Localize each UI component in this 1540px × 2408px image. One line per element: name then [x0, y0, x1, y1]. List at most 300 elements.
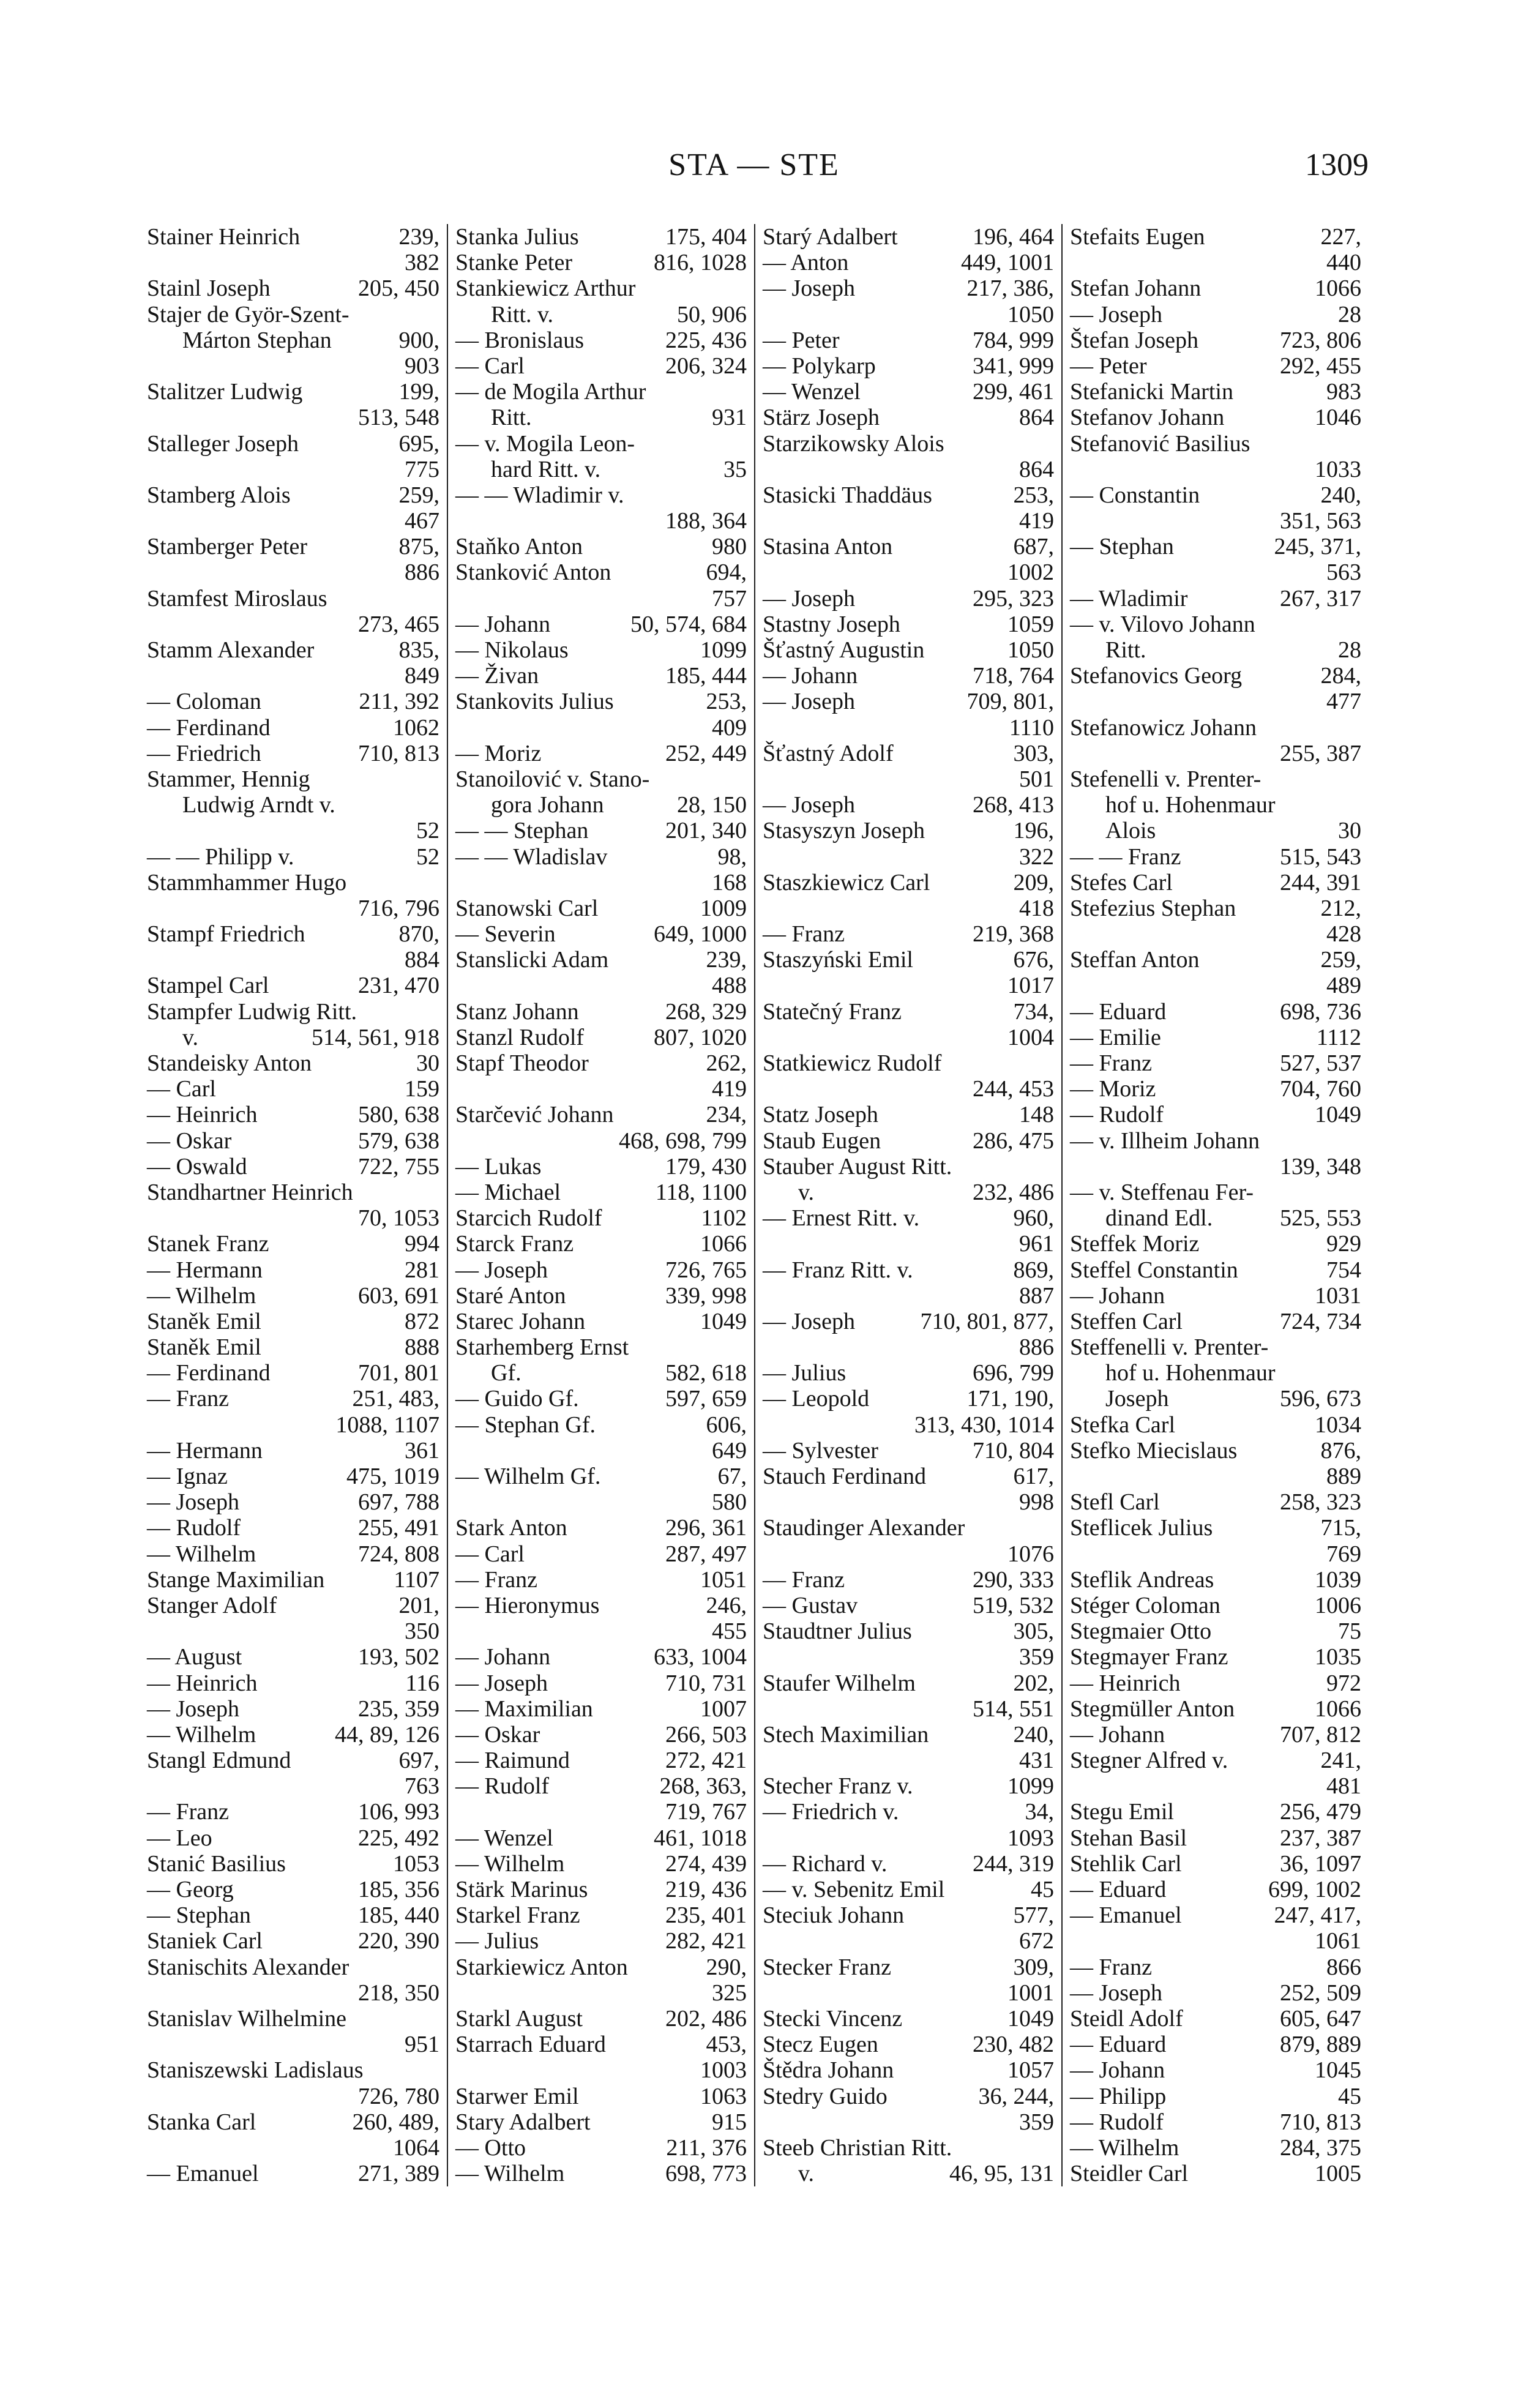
entry-name: Stanka Carl: [147, 2109, 256, 2135]
entry-name: Stasyszyn Joseph: [763, 818, 925, 844]
index-line: [1070, 1025, 1361, 1050]
entry-pages: 1033: [1315, 456, 1361, 482]
entry-pages: 884: [405, 947, 439, 973]
entry-pages: 1102: [701, 1205, 747, 1232]
entry-name: Ritt.: [1105, 637, 1146, 663]
index-line: [147, 1076, 439, 1102]
entry-pages: 723, 806: [1280, 327, 1361, 353]
index-line: [147, 1257, 439, 1283]
entry-name: — Carl: [455, 353, 525, 379]
entry-pages: 258, 323: [1280, 1489, 1361, 1516]
entry-name: — Otto: [455, 2134, 526, 2161]
index-line: [763, 1231, 1054, 1257]
entry-name: — Emanuel: [147, 2161, 259, 2187]
entry-name: Starý Adalbert: [763, 224, 898, 250]
entry-pages: 1006: [1315, 1592, 1361, 1618]
entry-pages: 179, 430: [665, 1153, 747, 1180]
entry-name: — Emanuel: [1070, 1902, 1182, 1929]
entry-pages: 864: [1019, 456, 1054, 482]
entry-name: — v. Mogila Leon-: [455, 430, 635, 457]
index-line: [455, 275, 747, 301]
entry-name: — Coloman: [147, 689, 261, 715]
index-line: [763, 508, 1054, 534]
index-line: [763, 482, 1054, 508]
entry-pages: 1046: [1315, 405, 1361, 431]
entry-pages: 696, 799: [973, 1360, 1054, 1386]
entry-pages: 305,: [1013, 1618, 1054, 1645]
index-line: [763, 1309, 1054, 1334]
index-line: [455, 1696, 747, 1722]
entry-pages: 710, 813: [1280, 2109, 1361, 2135]
entry-pages: 980: [712, 534, 747, 560]
index-line: [1070, 457, 1361, 482]
index-line: [1070, 1644, 1361, 1670]
index-line: [763, 302, 1054, 327]
entry-pages: 724, 808: [358, 1541, 439, 1567]
entry-pages: 262,: [706, 1050, 747, 1076]
index-line: [763, 1541, 1054, 1567]
index-line: [455, 1618, 747, 1644]
entry-pages: 1017: [1007, 973, 1054, 999]
index-line: [147, 1154, 439, 1180]
index-line: [1070, 1799, 1361, 1825]
entry-pages: 461, 1018: [654, 1825, 747, 1851]
entry-name: — Johann: [1070, 1282, 1165, 1309]
entry-pages: 273, 465: [358, 611, 439, 637]
index-line: [455, 1076, 747, 1102]
entry-pages: 527, 537: [1280, 1050, 1361, 1076]
entry-pages: 252, 509: [1280, 1980, 1361, 2006]
entry-name: Staudinger Alexander: [763, 1515, 965, 1541]
index-line: [1070, 1438, 1361, 1464]
entry-pages: 325: [712, 1980, 747, 2006]
index-line: [455, 1593, 747, 1618]
index-line: [763, 224, 1054, 250]
index-line: [763, 1748, 1054, 1773]
entry-pages: 274, 439: [665, 1850, 747, 1877]
entry-pages: 1064: [393, 2134, 439, 2161]
index-line: [1070, 1851, 1361, 1877]
index-line: [763, 1283, 1054, 1309]
index-line: [147, 224, 439, 250]
index-line: [147, 1231, 439, 1257]
entry-name: — August: [147, 1644, 242, 1670]
index-line: [763, 1902, 1054, 1928]
entry-pages: 1007: [700, 1696, 747, 1722]
entry-name: Steflicek Julius: [1070, 1515, 1213, 1541]
entry-pages: 252, 449: [665, 740, 747, 766]
entry-pages: 876,: [1320, 1437, 1361, 1464]
entry-name: Stanić Basilius: [147, 1850, 286, 1877]
entry-pages: 649: [712, 1437, 747, 1464]
index-line: [147, 1696, 439, 1722]
index-line: [455, 1722, 747, 1748]
index-line: [1070, 1076, 1361, 1102]
entry-pages: 864: [1019, 405, 1054, 431]
index-line: [763, 1257, 1054, 1283]
entry-name: — Rudolf: [455, 1773, 550, 1800]
entry-name: Gf.: [491, 1360, 521, 1386]
entry-pages: 960,: [1013, 1205, 1054, 1232]
index-column-4: [1061, 224, 1369, 2186]
index-line: [455, 2109, 747, 2135]
index-line: [763, 1954, 1054, 1980]
index-line: [147, 250, 439, 275]
entry-name: — Friedrich v.: [763, 1799, 899, 1825]
index-line: [147, 1515, 439, 1541]
entry-pages: 220, 390: [358, 1928, 439, 1954]
entry-name: — Eduard: [1070, 1877, 1167, 1902]
entry-name: Stampfer Ludwig Ritt.: [147, 998, 357, 1025]
entry-pages: 449, 1001: [961, 250, 1054, 276]
index-line: [763, 1412, 1054, 1438]
index-line: [763, 2006, 1054, 2032]
entry-pages: 212,: [1320, 895, 1361, 921]
entry-pages: 139, 348: [1280, 1153, 1361, 1180]
entry-name: Standeisky Anton: [147, 1050, 312, 1076]
index-line: [147, 1180, 439, 1205]
entry-name: — Franz: [1070, 1954, 1153, 1980]
entry-pages: 382: [405, 250, 439, 276]
entry-name: Staré Anton: [455, 1282, 566, 1309]
entry-pages: 734,: [1013, 998, 1054, 1025]
index-line: [455, 1464, 747, 1489]
index-line: [455, 2006, 747, 2032]
index-line: [1070, 741, 1361, 766]
entry-pages: 672: [1019, 1928, 1054, 1954]
entry-pages: 193, 502: [358, 1644, 439, 1670]
index-line: [1070, 2161, 1361, 2186]
entry-pages: 903: [405, 353, 439, 379]
index-line: [147, 1954, 439, 1980]
entry-pages: 185, 356: [358, 1877, 439, 1902]
entry-name: Stanoilović v. Stano-: [455, 766, 650, 792]
entry-pages: 849: [405, 663, 439, 689]
entry-pages: 201,: [398, 1592, 439, 1618]
entry-name: Stanischits Alexander: [147, 1954, 349, 1980]
entry-pages: 687,: [1013, 534, 1054, 560]
entry-pages: 296, 361: [665, 1515, 747, 1541]
entry-name: Stanowski Carl: [455, 895, 599, 921]
entry-pages: 232, 486: [973, 1179, 1054, 1205]
index-column-2: [447, 224, 754, 2186]
index-line: [147, 1799, 439, 1825]
index-line: [455, 741, 747, 766]
entry-name: — Ernest Ritt. v.: [763, 1205, 920, 1232]
entry-name: Stefenelli v. Prenter-: [1070, 766, 1262, 792]
entry-pages: 998: [1019, 1489, 1054, 1516]
index-line: [455, 2032, 747, 2057]
index-line: [455, 2057, 747, 2083]
entry-name: — Franz: [147, 1386, 230, 1412]
index-line: [763, 1205, 1054, 1231]
index-line: [763, 792, 1054, 818]
entry-name: Steffenelli v. Prenter-: [1070, 1334, 1269, 1361]
index-line: [147, 302, 439, 327]
index-line: [1070, 1180, 1361, 1205]
entry-name: — Joseph: [763, 792, 855, 818]
entry-pages: 972: [1326, 1670, 1361, 1696]
index-line: [763, 1980, 1054, 2006]
entry-name: — Wilhelm Gf.: [455, 1464, 601, 1489]
index-line: [763, 1670, 1054, 1696]
entry-name: — Polykarp: [763, 353, 876, 379]
index-line: [1070, 250, 1361, 275]
entry-pages: 98,: [717, 843, 747, 870]
entry-pages: 582, 618: [665, 1360, 747, 1386]
entry-name: — de Mogila Arthur: [455, 379, 646, 405]
entry-name: Stammhammer Hugo: [147, 869, 347, 896]
index-line: [1070, 766, 1361, 792]
entry-pages: 726, 765: [665, 1257, 747, 1283]
index-line: [1070, 818, 1361, 843]
entry-name: — Rudolf: [1070, 1102, 1164, 1128]
index-line: [1070, 1386, 1361, 1412]
index-line: [763, 431, 1054, 457]
entry-name: — Ferdinand: [147, 714, 271, 741]
entry-name: — Joseph: [763, 689, 855, 715]
index-line: [455, 715, 747, 741]
entry-pages: 676,: [1013, 947, 1054, 973]
entry-pages: 268, 413: [973, 792, 1054, 818]
index-line: [455, 870, 747, 896]
entry-name: — Oskar: [147, 1127, 232, 1154]
index-line: [763, 766, 1054, 792]
entry-name: — Joseph: [763, 275, 855, 302]
entry-name: — Friedrich: [147, 740, 261, 766]
index-line: [1070, 1980, 1361, 2006]
entry-pages: 724, 734: [1280, 1308, 1361, 1334]
index-line: [147, 1541, 439, 1567]
entry-pages: 46, 95, 131: [949, 2161, 1054, 2187]
index-line: [147, 637, 439, 663]
index-line: [455, 1799, 747, 1825]
index-line: [147, 689, 439, 714]
entry-pages: 313, 430, 1014: [914, 1412, 1054, 1438]
index-line: [763, 250, 1054, 275]
index-line: [455, 250, 747, 275]
entry-pages: 290, 333: [973, 1566, 1054, 1593]
entry-name: — Julius: [763, 1360, 847, 1386]
entry-pages: 879, 889: [1280, 2032, 1361, 2058]
index-line: [1070, 1360, 1361, 1386]
index-line: [147, 379, 439, 405]
entry-name: Steffan Anton: [1070, 947, 1200, 973]
entry-pages: 241,: [1320, 1748, 1361, 1774]
index-line: [1070, 870, 1361, 896]
entry-pages: 1004: [1007, 1024, 1054, 1050]
entry-name: Stefaits Eugen: [1070, 224, 1205, 250]
index-line: [147, 534, 439, 559]
entry-pages: 835,: [398, 637, 439, 663]
entry-name: dinand Edl.: [1105, 1205, 1213, 1232]
entry-name: Stauber August Ritt.: [763, 1153, 952, 1180]
entry-name: — Heinrich: [147, 1102, 258, 1128]
index-line: [455, 1257, 747, 1283]
index-line: [147, 327, 439, 353]
entry-pages: 488: [712, 973, 747, 999]
entry-name: Staniszewski Ladislaus: [147, 2057, 364, 2084]
entry-name: Staniek Carl: [147, 1928, 263, 1954]
index-line: [147, 1412, 439, 1438]
index-line: [455, 2161, 747, 2186]
entry-pages: 350: [405, 1618, 439, 1645]
entry-pages: 247, 417,: [1274, 1902, 1361, 1929]
entry-pages: 202, 486: [665, 2005, 747, 2032]
entry-pages: 453,: [706, 2032, 747, 2058]
entry-name: Stanek Franz: [147, 1231, 269, 1257]
entry-name: Starzikowsky Alois: [763, 430, 944, 457]
entry-name: — Oskar: [455, 1721, 540, 1748]
entry-name: — Johann: [763, 663, 858, 689]
entry-name: Stefka Carl: [1070, 1412, 1176, 1438]
entry-name: v.: [798, 2161, 815, 2187]
index-line: [147, 844, 439, 870]
index-line: [147, 353, 439, 379]
entry-pages: 525, 553: [1280, 1205, 1361, 1232]
entry-name: Stankiewicz Arthur: [455, 275, 636, 302]
index-line: [455, 1980, 747, 2006]
entry-pages: 1057: [1007, 2057, 1054, 2084]
entry-pages: 45: [1031, 1877, 1054, 1902]
entry-pages: 50, 574, 684: [630, 611, 747, 637]
index-line: [1070, 1154, 1361, 1180]
index-line: [763, 1154, 1054, 1180]
entry-name: Stankovits Julius: [455, 689, 614, 715]
entry-name: — — Wladislav: [455, 843, 608, 870]
entry-name: v.: [182, 1024, 199, 1050]
entry-name: — Stephan Gf.: [455, 1412, 596, 1438]
entry-name: Štefan Joseph: [1070, 327, 1199, 353]
index-line: [455, 896, 747, 921]
entry-pages: 697, 788: [358, 1489, 439, 1516]
entry-pages: 253,: [706, 689, 747, 715]
entry-name: — Moriz: [455, 740, 542, 766]
index-line: [1070, 379, 1361, 405]
index-line: [455, 1748, 747, 1773]
entry-pages: 514, 551: [973, 1696, 1054, 1722]
index-line: [147, 896, 439, 921]
entry-name: Stamberg Alois: [147, 482, 291, 508]
index-line: [455, 327, 747, 353]
index-line: [763, 457, 1054, 482]
index-line: [455, 1050, 747, 1076]
index-line: [147, 457, 439, 482]
index-line: [1070, 353, 1361, 379]
index-line: [1070, 611, 1361, 637]
entry-name: — Gustav: [763, 1592, 858, 1618]
entry-pages: 30: [416, 1050, 439, 1076]
index-line: [455, 379, 747, 405]
entry-pages: 359: [1019, 1644, 1054, 1670]
entry-name: — Peter: [763, 327, 840, 353]
index-line: [455, 1902, 747, 1928]
index-line: [455, 844, 747, 870]
entry-pages: 1063: [700, 2083, 747, 2109]
entry-pages: 698, 773: [665, 2161, 747, 2187]
entry-pages: 287, 497: [665, 1541, 747, 1567]
entry-pages: 201, 340: [665, 818, 747, 844]
entry-name: — Johann: [455, 611, 551, 637]
index-line: [455, 457, 747, 482]
entry-name: — Franz Ritt. v.: [763, 1257, 913, 1283]
entry-pages: 887: [1019, 1282, 1054, 1309]
index-line: [1070, 586, 1361, 611]
entry-name: — Emilie: [1070, 1024, 1161, 1050]
entry-pages: 1076: [1007, 1541, 1054, 1567]
index-columns: [140, 224, 1369, 2186]
index-line: [763, 947, 1054, 973]
index-line: [147, 870, 439, 896]
entry-pages: 722, 755: [358, 1153, 439, 1180]
entry-name: Stefko Miecislaus: [1070, 1437, 1238, 1464]
entry-name: Štědra Johann: [763, 2057, 894, 2084]
index-line: [1070, 1050, 1361, 1076]
entry-pages: 775: [405, 456, 439, 482]
entry-pages: 231, 470: [358, 973, 439, 999]
index-line: [1070, 302, 1361, 327]
index-line: [1070, 1928, 1361, 1954]
entry-pages: 339, 998: [665, 1282, 747, 1309]
entry-pages: 35: [723, 456, 747, 482]
entry-pages: 1093: [1007, 1825, 1054, 1851]
entry-pages: 929: [1326, 1231, 1361, 1257]
entry-pages: 409: [712, 714, 747, 741]
index-line: [147, 1851, 439, 1877]
entry-pages: 1049: [1315, 1102, 1361, 1128]
entry-pages: 234,: [706, 1102, 747, 1128]
index-line: [763, 663, 1054, 689]
index-line: [147, 1980, 439, 2006]
entry-name: — Oswald: [147, 1153, 247, 1180]
index-line: [1070, 792, 1361, 818]
entry-pages: 699, 1002: [1268, 1877, 1361, 1902]
entry-pages: 784, 999: [973, 327, 1054, 353]
index-line: [1070, 1283, 1361, 1309]
entry-name: — Philipp: [1070, 2083, 1167, 2109]
entry-name: Stampel Carl: [147, 973, 269, 999]
entry-name: Stehlik Carl: [1070, 1850, 1182, 1877]
entry-pages: 455: [712, 1618, 747, 1645]
entry-pages: 726, 780: [358, 2083, 439, 2109]
entry-pages: 235, 401: [665, 1902, 747, 1929]
entry-name: — — Stephan: [455, 818, 589, 844]
entry-name: — Franz: [1070, 1050, 1153, 1076]
index-line: [763, 1773, 1054, 1799]
entry-pages: 468, 698, 799: [619, 1127, 747, 1154]
entry-pages: 260, 489,: [352, 2109, 439, 2135]
entry-pages: 1088, 1107: [335, 1412, 439, 1438]
entry-pages: 866: [1326, 1954, 1361, 1980]
entry-name: — — Philipp v.: [147, 843, 294, 870]
index-line: [1070, 1309, 1361, 1334]
entry-name: — Eduard: [1070, 2032, 1167, 2058]
entry-name: — Johann: [1070, 1721, 1165, 1748]
entry-pages: 199,: [398, 379, 439, 405]
index-line: [1070, 405, 1361, 430]
index-line: [1070, 1412, 1361, 1438]
index-line: [147, 482, 439, 508]
index-line: [1070, 1670, 1361, 1696]
index-line: [763, 327, 1054, 353]
index-line: [1070, 559, 1361, 585]
entry-name: — Nikolaus: [455, 637, 569, 663]
index-line: [1070, 224, 1361, 250]
entry-name: — Hieronymus: [455, 1592, 600, 1618]
entry-name: Stärk Marinus: [455, 1877, 588, 1902]
entry-name: Stanka Julius: [455, 224, 579, 250]
entry-pages: 286, 475: [973, 1127, 1054, 1154]
